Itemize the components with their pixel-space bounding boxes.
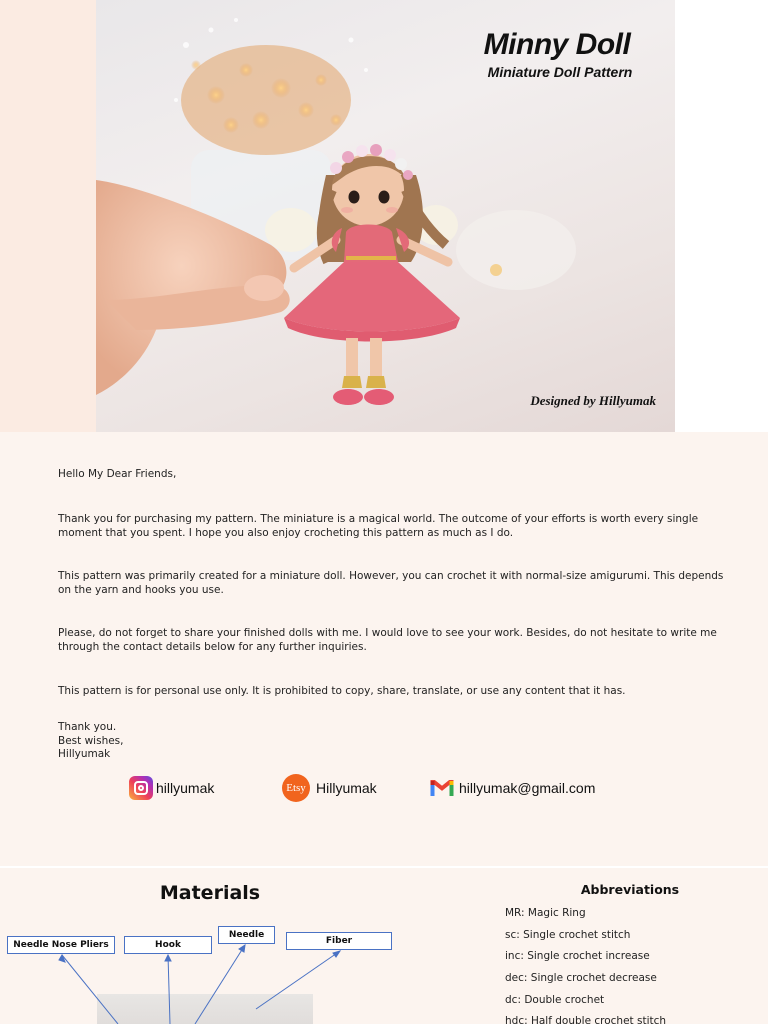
doll-photo [96, 0, 675, 432]
abbreviation-item: dc: Double crochet [505, 993, 605, 1006]
etsy-contact[interactable] [282, 774, 377, 802]
letter-paragraph: Thank you for purchasing my pattern. The miniature is a magical world. The outcome of your efforts is worth every single moment that you spent. I hope you also enjoy crocheting this pattern as much as I do. [58, 513, 699, 539]
cover-section [0, 0, 768, 432]
abbreviation-item: dec: Single crochet decrease [505, 972, 657, 985]
instagram-icon [129, 776, 153, 800]
letter-paragraph: This pattern is for personal use only. It is prohibited to copy, share, translate, or use any content that it has. [58, 685, 626, 697]
abbreviation-item: sc: Single crochet stitch [505, 928, 631, 941]
abbreviation-item: inc: Single crochet increase [505, 950, 650, 963]
email-contact[interactable] [430, 774, 595, 802]
designer-credit: Designed by Hillyumak [530, 393, 656, 408]
abbreviation-item: hdc: Half double crochet stitch [505, 1015, 667, 1024]
abbreviations-list [505, 906, 755, 1024]
materials-title: Materials [159, 882, 261, 904]
email-address: hillyumak@gmail.com [459, 780, 596, 796]
etsy-icon: Etsy [282, 774, 310, 802]
contact-row [0, 774, 768, 802]
label-hook: Hook [124, 936, 212, 954]
label-needle: Needle [218, 926, 275, 944]
cover-subtitle: Miniature Doll Pattern [487, 64, 633, 80]
closing-wishes: Best wishes, [58, 734, 124, 747]
gmail-icon [430, 779, 454, 797]
abbreviation-item: MR: Magic Ring [505, 907, 586, 919]
closing-thanks: Thank you. [58, 721, 117, 733]
cover-title: Minny Doll [483, 28, 631, 61]
greeting: Hello My Dear Friends, [58, 468, 177, 480]
letter-paragraph: Please, do not forget to share your finished dolls with me. I would love to see your work. Besides, do not hesitate to write me through the contact details below for any further inquiries. [58, 627, 717, 653]
letter-section [0, 432, 768, 866]
closing-signature: Hillyumak [58, 748, 111, 760]
letter-paragraph: This pattern was primarily created for a miniature doll. However, you can crochet it with normal-size amigurumi. This depends on the yarn and hooks you use. [58, 570, 724, 596]
cover-side-panel [0, 0, 96, 432]
abbreviations-title: Abbreviations [580, 882, 680, 897]
materials-section [0, 868, 768, 1024]
label-needle-nose-pliers: Needle Nose Pliers [7, 936, 115, 954]
instagram-handle: hillyumak [156, 780, 215, 796]
instagram-contact[interactable] [129, 774, 214, 802]
etsy-handle: Hillyumak [316, 780, 377, 796]
label-fiber: Fiber [286, 932, 392, 950]
